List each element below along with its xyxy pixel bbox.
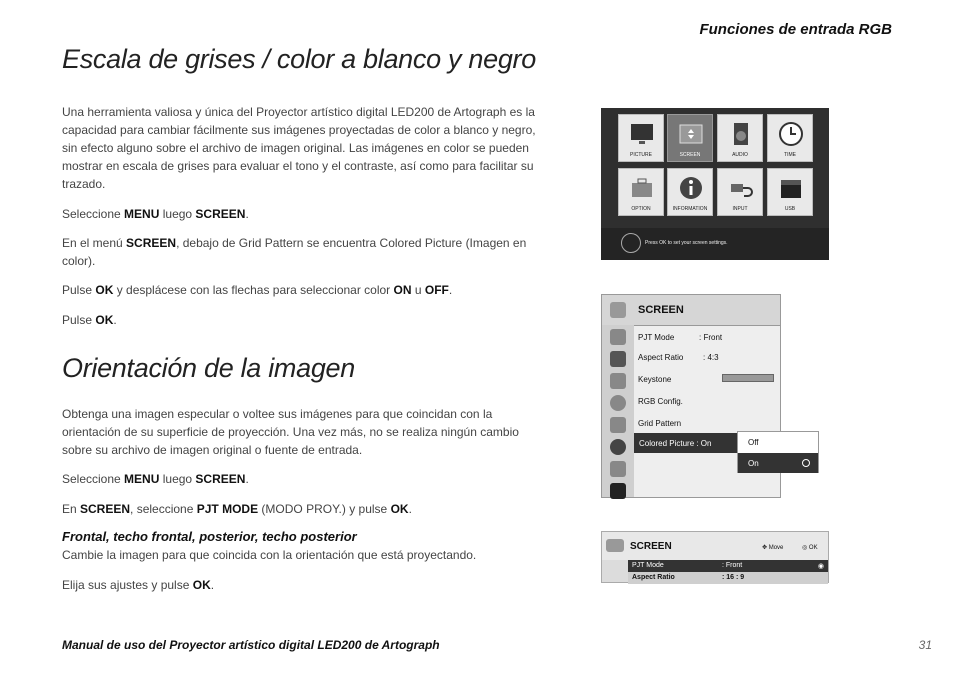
screen-icon: [606, 539, 624, 552]
screen-icon: [678, 121, 704, 147]
screen-icon: [610, 351, 626, 367]
section-header: Funciones de entrada RGB: [699, 21, 892, 38]
clock-icon: [610, 395, 626, 411]
menu-tile-information: INFORMATION: [667, 168, 713, 216]
row-aspect-ratio: Aspect Ratio: [638, 353, 684, 362]
plug-icon: [610, 461, 626, 477]
paragraph-change-image: Cambie la imagen para que coincida con la orientación que está proyectando.: [62, 548, 477, 562]
row-pjt-mode: PJT Mode: [638, 333, 675, 342]
screen-menu-sidebar: [602, 325, 634, 497]
row-rgb-config: RGB Config.: [638, 397, 683, 406]
paragraph-intro: Una herramienta valiosa y única del Proyector artístico digital LED200 de Artograph es la capacidad para cambiar fácilmente sus imágenes proyectadas de color a blanco y negro, sin efecto alguno sobre el archivo de imagen original. Las imágenes en color se pueden mostrar en escala de grises para evaluar el tono y el contraste, así como para facilitar su trazado.: [62, 105, 536, 191]
row-pjt-mode-value: : Front: [699, 333, 723, 342]
paragraph-choose-settings: Elija sus ajustes y pulse OK.: [62, 578, 215, 592]
heading-grayscale: Escala de grises / color a blanco y negro: [62, 44, 536, 74]
monitor-icon: [629, 121, 655, 147]
option-on-highlight: [738, 453, 818, 473]
subheading-orientations: Frontal, techo frontal, posterior, techo posterior: [62, 529, 357, 544]
paragraph-screen-menu: En el menú SCREEN, debajo de Grid Pattern se encuentra Colored Picture (Imagen en color).: [62, 236, 527, 268]
info-icon: [610, 439, 626, 455]
clapperboard-icon: [778, 175, 804, 201]
menu-hint-bar: Press OK to set your screen settings.: [601, 228, 829, 260]
footer-manual-title: Manual de uso del Proyector artístico digital LED200 de Artograph: [62, 638, 440, 652]
paragraph-press-ok-2: Pulse OK.: [62, 313, 117, 327]
move-arrows-icon: ✥: [762, 545, 769, 551]
paragraph-select-menu-2: Seleccione MENU luego SCREEN.: [62, 472, 249, 486]
menu-tile-time: TIME: [767, 114, 813, 162]
menu-tile-option: OPTION: [618, 168, 664, 216]
keystone-slider: [722, 374, 774, 382]
speaker-icon: [610, 373, 626, 389]
ok-hint: ◎ OK: [802, 545, 818, 551]
menu-tile-picture: PICTURE: [618, 114, 664, 162]
option-off: Off: [748, 438, 759, 447]
paragraph-press-ok: Pulse OK y desplácese con las flechas para seleccionar color ON u OFF.: [62, 283, 453, 297]
row-aspect-ratio: Aspect Ratio : 16 : 9: [628, 572, 828, 584]
navigation-dial-icon: [621, 233, 641, 253]
row-aspect-ratio-value: : 4:3: [703, 353, 719, 362]
clock-icon: [778, 121, 804, 147]
paragraph-orientation-intro: Obtenga una imagen especular o voltee sus imágenes para que coincidan con la orientación de su superficie de proyección. Una vez más, no se realiza ningún cambio sobre su archivo de imagen original o fuente de entrada.: [62, 407, 519, 457]
paragraph-pjt-mode: En SCREEN, seleccione PJT MODE (MODO PROY.) y pulse OK.: [62, 502, 412, 516]
move-hint: ✥ Move: [762, 545, 784, 551]
toolbox-icon: [629, 175, 655, 201]
toolbox-icon: [610, 417, 626, 433]
option-on: On: [748, 459, 759, 468]
speaker-icon: [728, 121, 754, 147]
radio-selected-icon: ◉: [817, 563, 824, 570]
menu-tile-usb: USB: [767, 168, 813, 216]
colored-picture-options: [737, 431, 819, 473]
screen-icon: [610, 302, 626, 318]
pjt-menu-header: SCREEN ✥ Move ◎ OK: [602, 532, 828, 560]
row-colored-picture: Colored Picture : On: [634, 433, 739, 453]
paragraph-select-menu: Seleccione MENU luego SCREEN.: [62, 207, 249, 221]
page-number: 31: [918, 638, 932, 652]
info-icon: [678, 175, 704, 201]
row-grid-pattern: Grid Pattern: [638, 419, 682, 428]
menu-tile-screen: SCREEN: [667, 114, 713, 162]
monitor-icon: [610, 329, 626, 345]
heading-orientation: Orientación de la imagen: [62, 353, 355, 383]
clapperboard-icon: [610, 483, 626, 499]
menu-tile-audio: AUDIO: [717, 114, 763, 162]
row-pjt-mode: PJT Mode : Front ◉: [628, 560, 828, 572]
row-keystone: Keystone: [638, 375, 672, 384]
menu-tile-input: INPUT: [717, 168, 763, 216]
ok-button-icon: ◎: [802, 545, 809, 551]
pjt-mode-screenshot: [601, 531, 829, 583]
main-menu-screenshot: [601, 108, 829, 260]
plug-icon: [728, 175, 754, 201]
screen-menu-header: SCREEN: [602, 295, 780, 326]
radio-selected-icon: [802, 459, 810, 467]
